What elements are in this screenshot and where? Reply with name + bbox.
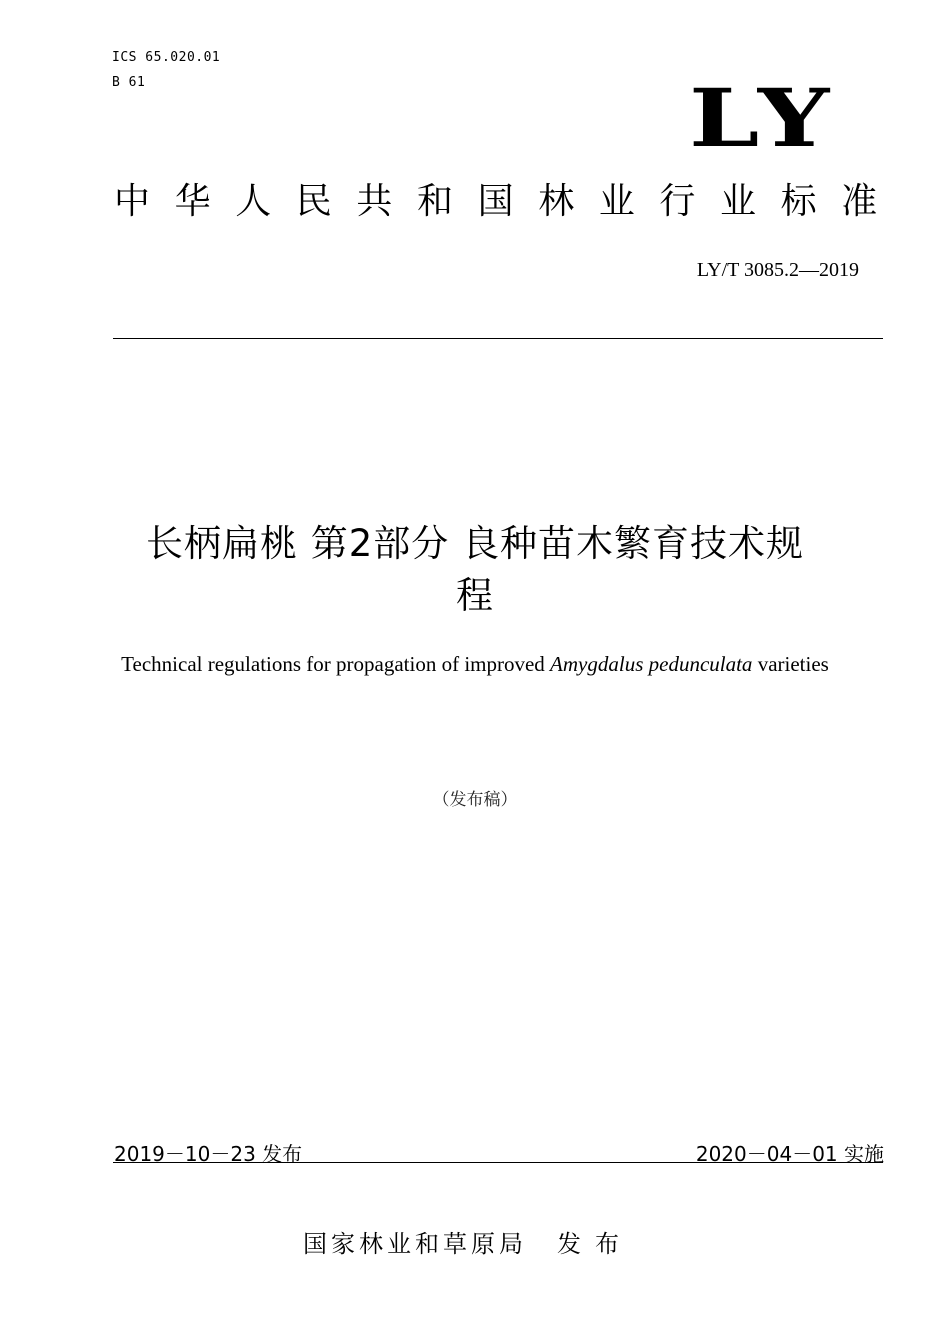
chinese-title	[90, 518, 860, 622]
bottom-divider	[113, 1162, 883, 1163]
standard-number: LY/T 3085.2—2019	[696, 259, 859, 281]
standard-series-title: 中华人民共和国林业行业标准	[114, 181, 902, 222]
draft-status: （发布稿）	[432, 790, 518, 810]
standard-logo: LY	[688, 71, 834, 165]
ccs-code: B 61	[112, 75, 146, 90]
chinese-title-line2: 程	[456, 574, 494, 617]
english-title-prefix: Technical regulations for propagation of improved	[121, 652, 551, 676]
english-title	[60, 652, 890, 677]
english-title-suffix: varieties	[752, 652, 829, 676]
issuer-line	[303, 1224, 633, 1259]
top-divider	[113, 338, 883, 339]
chinese-title-line1: 长柄扁桃 第2部分 良种苗木繁育技术规	[145, 522, 805, 565]
ics-code: ICS 65.020.01	[112, 50, 221, 65]
publish-date: 2019－10－23 发布	[114, 1142, 303, 1166]
implement-date: 2020－04－01 实施	[695, 1142, 884, 1166]
issuer-name: 国家林业和草原局	[303, 1230, 527, 1258]
issuer-verb: 发布	[557, 1230, 633, 1258]
english-title-species: Amygdalus pedunculata	[550, 652, 753, 676]
